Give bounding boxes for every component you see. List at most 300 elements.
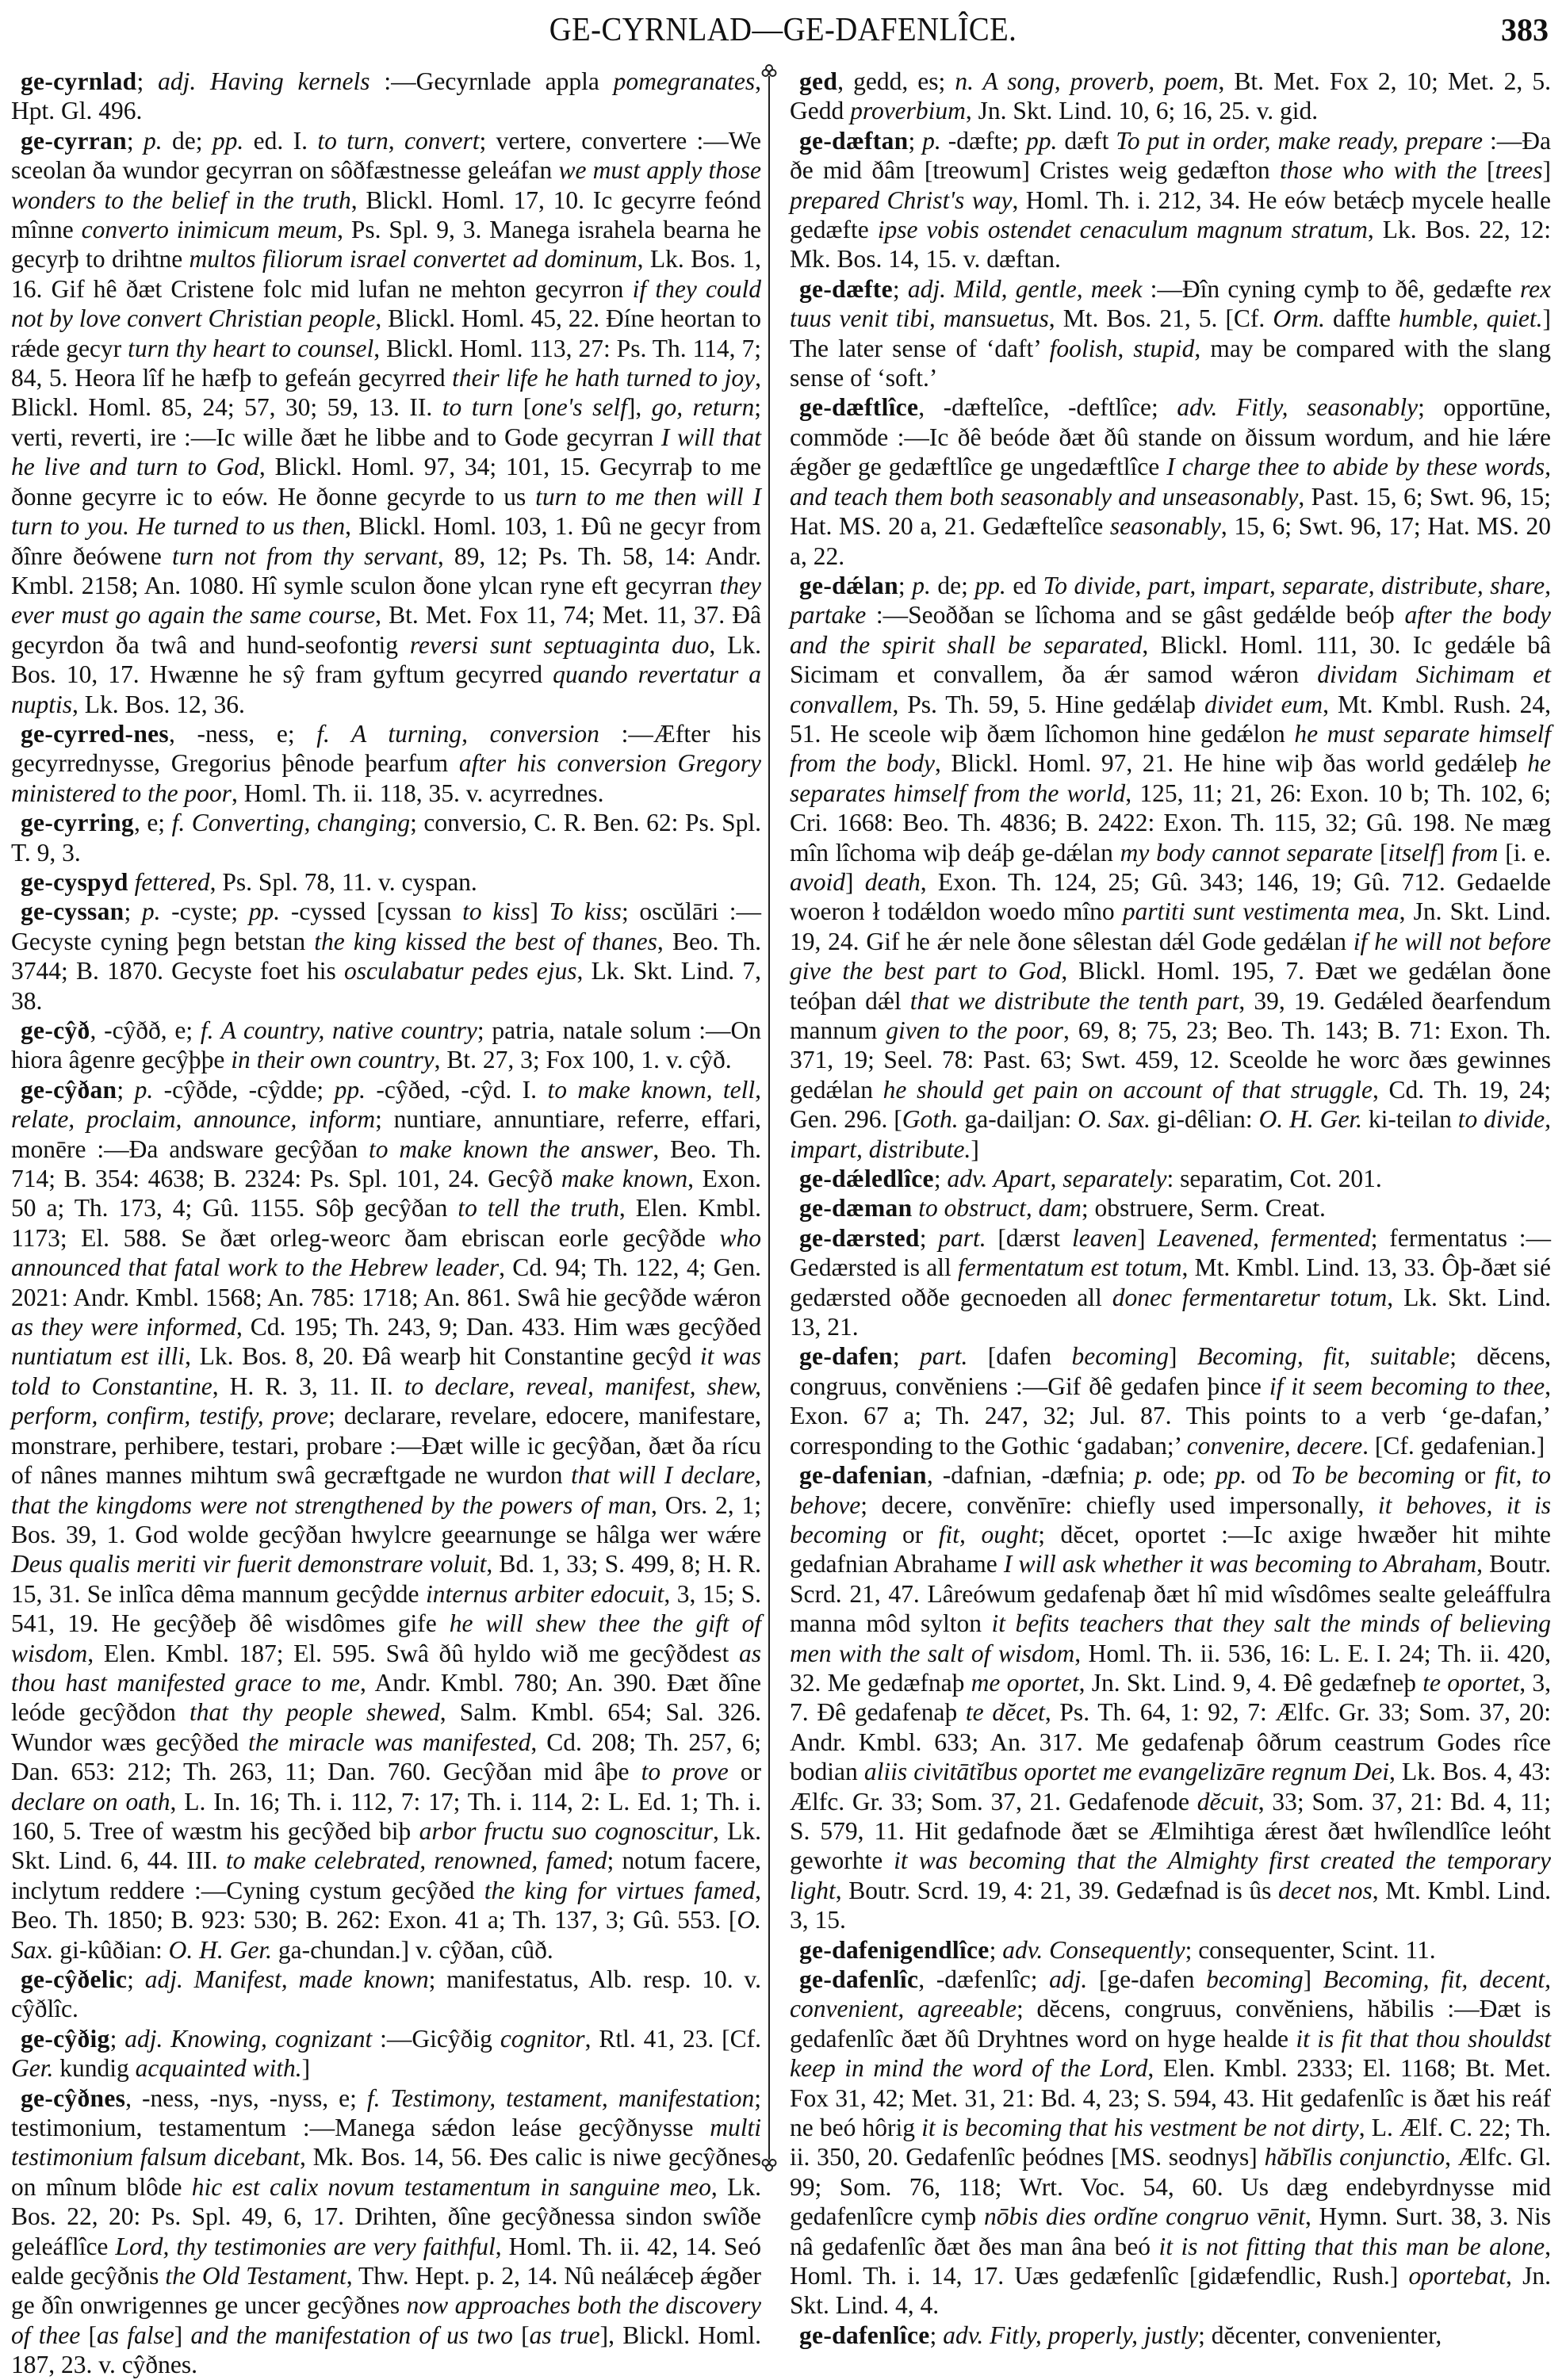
headword: ge-cŷð — [21, 1016, 90, 1044]
italic-text: to declare, reveal, manifest, shew, perform, confirm, testify, prove — [11, 1372, 761, 1430]
entry-text: , 3, 7. Ðê gedafenaþ — [790, 1668, 1552, 1727]
dictionary-entry — [790, 392, 1551, 570]
entry-text: ode; — [1153, 1461, 1216, 1490]
italic-text: f. A turning, conversion — [316, 719, 599, 748]
dictionary-entry — [790, 1223, 1551, 1342]
entry-text: , Hpt. Gl. 496. — [11, 67, 761, 125]
trefoil-ornament-icon — [760, 63, 779, 82]
entry-text: ed. I. — [243, 126, 318, 155]
left-column — [11, 67, 761, 2380]
entry-text: ; — [117, 1075, 135, 1104]
entry-text: ], Blickl. Homl. 187, 23. v. cŷðnes. — [11, 2321, 761, 2379]
headword: ge-dæftan — [799, 126, 909, 155]
italic-text: internus arbiter edocuit — [425, 1579, 664, 1608]
entry-text: ] — [530, 897, 549, 926]
italic-text: the miracle was manifested — [248, 1728, 531, 1756]
entry-text: ; — [892, 274, 908, 303]
italic-text: as false — [96, 2321, 174, 2349]
entry-text: , Lk. Bos. 4, 43: Ælfc. Gr. 33; Som. 37, 21. Gedafenode — [790, 1758, 1551, 1816]
entry-text: ; oscŭlāri :—Gecyste cyning þegn betstan — [11, 897, 761, 955]
italic-text: if he will not before give the best part to God — [790, 927, 1551, 985]
entry-text: , -dæftelîce, -deftlîce; — [918, 393, 1177, 422]
italic-text: nuntiatum est illi — [11, 1342, 186, 1371]
entry-text: ; patria, natale solum :—On hiora âgenre gecŷþþe — [11, 1016, 761, 1074]
entry-text: , Elen. Kmbl. 187; El. 595. Swâ ðû hyldo wið me gecŷðdest — [87, 1639, 739, 1667]
dictionary-entry — [790, 1935, 1551, 1965]
entry-text: , Jn. Skt. Lind. 10, 6; 16, 25. v. gid. — [965, 97, 1319, 125]
entry-text: , Cd. 94; Th. 122, 4; Gen. 2021: Andr. Kmbl. 1568; An. 785: 1718; An. 861. Swâ hie gecŷðde wǽron — [11, 1253, 761, 1311]
italic-text: adj. Mild, gentle, meek — [907, 274, 1143, 303]
italic-text: turn thy heart to counsel — [128, 334, 374, 362]
entry-text: , Beo. Th. 3744; B. 1870. Gecyste foet his — [11, 927, 762, 985]
entry-text: , Hymn. Surt. 38, 3. Nis nâ gedafenlîc ðæt ðes man âna beó — [790, 2202, 1551, 2260]
entry-text: od — [1246, 1461, 1291, 1490]
entry-text: , 39, 19. Gedǽled ðearfendum mannum — [790, 986, 1551, 1044]
italic-text: cognitor — [500, 2024, 585, 2053]
italic-text: trees — [1495, 156, 1543, 185]
italic-text: hăbĭlis conjunctio — [1264, 2143, 1445, 2171]
dictionary-entry — [790, 1460, 1551, 1935]
entry-text: or — [1454, 1461, 1495, 1490]
trefoil-ornament-icon — [760, 2153, 779, 2172]
italic-text: those who with the — [1279, 156, 1477, 185]
entry-text: , Exon. 67 a; Th. 247, 32; Jul. 87. This points to a verb ‘ge-dafan,’ corresponding to the Gothic ‘gadaban;’ — [790, 1372, 1551, 1460]
italic-text: arbor fructu suo cognoscitur — [419, 1816, 713, 1845]
headword: ge-cŷðelic — [21, 1965, 128, 1993]
italic-text: it is fit that thou shouldst keep in mind the word of the Lord — [790, 2024, 1551, 2083]
italic-text: to make known the answer — [369, 1135, 653, 1163]
dictionary-entry — [11, 2024, 761, 2083]
dictionary-entry — [790, 2321, 1551, 2350]
entry-text: , may be compared with the slang sense of ‘soft.’ — [790, 334, 1551, 392]
entry-text: [ — [1373, 838, 1388, 867]
italic-text: part. — [920, 1342, 968, 1371]
dictionary-entry — [11, 1075, 761, 1965]
dictionary-entry — [790, 274, 1551, 393]
italic-text: to divide, impart, distribute. — [790, 1105, 1551, 1163]
italic-text: converto inimicum meum — [81, 216, 338, 244]
italic-text: that will I declare, that the kingdoms were not strengthened by the powers of man — [11, 1461, 761, 1519]
entry-text: ; — [127, 1965, 145, 1993]
italic-text: ipse vobis ostendet cenaculum magnum stratum — [877, 216, 1368, 244]
italic-text: fit, to behove — [790, 1461, 1551, 1519]
entry-text: , Lk. Skt. Lind. 13, 21. — [790, 1283, 1551, 1341]
italic-text: O. Sax. — [1078, 1105, 1151, 1134]
entry-text: , Exon. Th. 124, 25; Gû. 343; 146, 19; Gû. 712. Gedaelde woeron ł todǽldon woedo mîno — [790, 867, 1551, 926]
entry-text: , 125, 11; 21, 26: Exon. 10 b; Th. 102, 6; Cri. 1668: Beo. Th. 4836; B. 2422: Exon. Th. 115, 32; Gû. 198. Ne mæg mîn lîchoma wiþ deáþ ge-dǽlan — [790, 779, 1551, 867]
entry-text: ga-chundan.] v. cŷðan, cûð. — [271, 1935, 553, 1964]
italic-text: p. — [134, 1075, 154, 1104]
entry-text: :—Ða ðe mid ðâm [treowum] Cristes weig gedæfton — [790, 126, 1551, 185]
italic-text: he separates himself from the world — [790, 749, 1551, 807]
italic-text: it is becoming that his vestment be not dirty — [921, 2114, 1359, 2142]
italic-text: p. — [1134, 1461, 1154, 1490]
headword: ged — [799, 67, 838, 95]
entry-text: [ — [512, 2321, 530, 2349]
headword: ge-dæfte — [799, 274, 893, 303]
italic-text: dividet eum — [1204, 690, 1323, 718]
entry-text: , Rtl. 41, 23. [Cf. — [584, 2024, 761, 2053]
entry-text: , H. R. 3, 11. II. — [212, 1372, 404, 1400]
italic-text: hic est calix novum testamentum in sanguine meo — [191, 2172, 711, 2201]
entry-text: ; consequenter, Scint. 11. — [1185, 1935, 1436, 1964]
entry-text: , Salm. Kmbl. 654; Sal. 326. Wundor wæs gecŷðed — [11, 1698, 761, 1756]
entry-text: , Blickl. Homl. 113, 27: Ps. Th. 114, 7; 84, 5. Heora lîf he hæfþ to gefeán gecyrred — [11, 334, 761, 392]
italic-text: te dĕcet — [965, 1698, 1045, 1727]
entry-text: ; dĕcet, oportet :—Ic axige hwæðer hit mihte gedafnian Abrahame — [790, 1520, 1551, 1578]
italic-text: to obstruct, dam — [918, 1194, 1082, 1223]
entry-text: ] — [301, 2054, 311, 2083]
entry-text: ; testimonium, testamentum :—Manega sǽdon leáse gecŷðnysse — [11, 2083, 761, 2142]
headword: ge-dafenian — [799, 1461, 927, 1490]
entry-text: , Homl. Th. ii. 536, 16: L. E. I. 24; Th. ii. 420, 32. Me gedæfnaþ — [790, 1639, 1551, 1697]
italic-text: I will ask whether it was becoming to Abraham — [1003, 1550, 1477, 1578]
entry-text: , Lk. Bos. 1, 16. Gif hê ðæt Cristene folc mid lufan ne mehton gecyrron — [11, 245, 761, 303]
italic-text: one's self — [531, 393, 627, 422]
entry-text: or — [886, 1520, 939, 1548]
dictionary-entry — [790, 1193, 1551, 1223]
entry-text: ; fermentatus :—Gedærsted is all — [790, 1223, 1551, 1282]
entry-text: [ — [1476, 156, 1495, 185]
italic-text: Leavened, fermented — [1157, 1223, 1371, 1252]
entry-text: , Mt. Kmbl. Lind. 3, 15. — [790, 1876, 1551, 1934]
italic-text: p. — [141, 897, 161, 926]
entry-text: :—Gicŷðig — [372, 2024, 500, 2053]
entry-text: , Thw. Hept. p. 2, 14. Nû neálǽceþ ǽgðer ge ðîn onwrigennes ge uncer gecŷðnes — [11, 2262, 761, 2320]
entry-text: ] — [1137, 1223, 1158, 1252]
italic-text: avoid — [790, 867, 845, 896]
dictionary-entry — [11, 719, 761, 808]
italic-text: n. A song, proverb, poem — [955, 67, 1219, 95]
italic-text: make known — [561, 1165, 688, 1193]
entry-text: , Homl. Th. ii. 118, 35. v. acyrrednes. — [231, 779, 604, 807]
italic-text: Lord, thy testimonies are very faithful — [115, 2232, 496, 2260]
italic-text: from — [1452, 838, 1499, 867]
italic-text: my body cannot separate — [1120, 838, 1373, 867]
italic-text: after his conversion Gregory ministered to the poor — [11, 749, 762, 807]
entry-text: , Bd. 1, 33; S. 499, 8; H. R. 15, 31. Se inlîca dêma mannum gecŷdde — [11, 1550, 761, 1608]
entry-text: , Blickl. Homl. 17, 10. Ic gecyrre feónd mînne — [11, 186, 761, 244]
italic-text: donec fermentaretur totum — [1112, 1283, 1388, 1311]
entry-text: , -dafnian, -dæfnia; — [926, 1461, 1135, 1490]
entry-text: ] — [971, 1135, 979, 1163]
entry-text: -cŷðed, -cŷd. I. — [365, 1075, 548, 1104]
entry-text: ed — [1005, 571, 1043, 599]
entry-text: , Homl. Th. i. 14, 17. Uæs gedæfenlîc [gidæfendlic, Rush.] — [790, 2232, 1551, 2290]
italic-text: adv. Fitly, properly, justly — [943, 2321, 1199, 2349]
entry-text: ; declarare, revelare, edocere, manifestare, monstrare, perhibere, testari, probare :—Ðæt wille ic gecŷðan, ðæt ða rícu of nânes mannes mihtum swâ gecræftgade ne wurdon — [11, 1402, 761, 1490]
entry-text: ; conversio, C. R. Ben. 62: Ps. Spl. T. 9, 3. — [11, 809, 762, 867]
headword: ge-dafen — [799, 1342, 893, 1371]
entry-text: , Blickl. Homl. 97, 34; 101, 15. Gecyrraþ to me ðonne gecyrre ic to eów. He ðonne gecyrde to us — [11, 453, 761, 511]
entry-text: , Blickl. Homl. 195, 7. Ðæt we gedǽlan ðone teóþan dǽl — [790, 957, 1552, 1015]
italic-text: multi testimonium falsum dicebant — [11, 2114, 761, 2171]
italic-text: to prove — [641, 1758, 729, 1786]
entry-text: ; — [898, 571, 913, 599]
italic-text: seasonably — [1109, 512, 1221, 541]
italic-text: proverbium — [850, 97, 966, 125]
entry-text: ; nuntiare, annuntiare, referre, effari, monēre :—Ða andsware gecŷðan — [11, 1105, 761, 1163]
italic-text: te oportet — [1422, 1668, 1520, 1697]
italic-text: f. Converting, changing — [171, 809, 411, 837]
headword: ge-dafenigendlîce — [799, 1935, 990, 1964]
italic-text: dividam Sichimam et convallem — [790, 660, 1552, 718]
italic-text: it behoves, it is becoming — [790, 1490, 1551, 1548]
italic-text: adj. Manifest, made known — [144, 1965, 429, 1993]
entry-text: , Lk. Bos. 22, 12: Mk. Bos. 14, 15. v. dæftan. — [790, 216, 1552, 274]
italic-text: to kiss — [462, 897, 530, 926]
italic-text: as they were informed — [11, 1313, 237, 1341]
dictionary-entry — [790, 1164, 1551, 1193]
headword: ge-cyrran — [21, 126, 127, 155]
entry-text: , Beo. Th. 714; B. 354: 4638; B. 2324: Ps. Spl. 101, 24. Gecŷð — [11, 1135, 761, 1193]
dictionary-entry — [790, 571, 1551, 1164]
entry-text: , Bt. Met. Fox 11, 74; Met. 11, 37. Ðâ gecyrdon ða twâ and hund-seofontig — [11, 601, 761, 659]
entry-text: ; — [126, 126, 144, 155]
italic-text: it is not fitting that this man be alone — [1158, 2232, 1545, 2260]
entry-text: [dærst — [986, 1223, 1072, 1252]
italic-text: itself — [1388, 838, 1437, 867]
entry-text: , Blickl. Homl. 45, 22. Ðíne heortan to rǽde gecyr — [11, 304, 761, 362]
entry-text: , Cd. Th. 19, 24; Gen. 296. [ — [790, 1075, 1551, 1134]
entry-text: , Beo. Th. 1850; B. 923: 530; B. 262: Exon. 41 a; Th. 137, 3; Gû. 553. [ — [11, 1876, 761, 1934]
italic-text: reversi sunt septuaginta duo — [409, 630, 710, 659]
italic-text: their life he hath turned to joy — [452, 364, 756, 392]
entry-text: [ge-dafen — [1087, 1965, 1207, 1993]
headword: ge-cyspyd — [21, 867, 128, 896]
entry-text: , -ness, -nys, -nyss, e; — [125, 2083, 367, 2112]
entry-text: ; manifestatus, Alb. resp. 10. v. cŷðlîc. — [11, 1965, 761, 2023]
italic-text: he must separate himself from the body — [790, 719, 1551, 778]
italic-text: the Old Testament — [165, 2262, 347, 2290]
italic-text: partiti sunt vestimenta mea — [1122, 897, 1399, 926]
dictionary-entry — [11, 1016, 761, 1075]
italic-text: Deus qualis meriti vir fuerit demonstrare voluit — [11, 1550, 487, 1578]
entry-text: , Mt. Bos. 21, 5. [Cf. — [1048, 304, 1273, 333]
entry-text: ; dĕcens, congruus, convĕniens, hăbilis :—Ðæt is gedafenlîc ðæt ðû Dryhtnes word on hyge healde — [790, 1995, 1552, 2053]
italic-text: To kiss — [549, 897, 622, 926]
italic-text: if it seem becoming to thee — [1269, 1372, 1545, 1400]
entry-text: , L. In. 16; Th. i. 112, 7: 17; Th. i. 114, 2: L. Ed. 1; Th. i. 160, 5. Tree of wæstm his gecŷðed biþ — [11, 1787, 761, 1845]
entry-text: ; — [989, 1935, 1003, 1964]
dictionary-entry — [11, 2083, 761, 2380]
entry-text: , Cd. 208; Th. 257, 6; Dan. 653: 212; Th. 263, 11; Dan. 760. Gecŷðan mid âþe — [11, 1728, 762, 1786]
dictionary-entry — [790, 1341, 1551, 1460]
italic-text: foolish, stupid — [1049, 334, 1195, 362]
italic-text: Orm. — [1273, 304, 1325, 333]
italic-text: to turn, convert — [317, 126, 480, 155]
entry-text: :—Seoððan se lîchoma and se gâst gedǽlde beóþ — [866, 601, 1405, 629]
headword: ge-cyrred-nes — [21, 719, 169, 748]
entry-text: ] — [844, 867, 865, 896]
entry-text: , L. Ælf. C. 22; Th. ii. 350, 20. Gedafenlîc þeódnes [MS. seodnys] — [790, 2114, 1551, 2171]
entry-text: :—Gecyrnlade appla — [369, 67, 614, 95]
entry-text: , Lk. Skt. Lind. 6, 44. III. — [11, 1816, 762, 1875]
entry-text: , Blickl. Homl. 103, 1. Ðû ne gecyr from ðînre ðeówene — [11, 512, 761, 570]
entry-text: ] — [1303, 1965, 1323, 1993]
entry-text: , 15, 6; Swt. 96, 17; Hat. MS. 20 a, 22. — [790, 512, 1551, 570]
entry-text: ] The later sense of ‘daft’ — [790, 304, 1552, 362]
italic-text: turn to me then will I turn to you. He turned to us then — [11, 482, 761, 541]
entry-text: , Jn. Skt. Lind. 19, 24. Gif he ǽr nele ðone sêlestan dǽl Gode gedǽlan — [790, 897, 1551, 955]
italic-text: To be becoming — [1290, 1461, 1455, 1490]
entry-text: ] — [1436, 838, 1453, 867]
italic-text: fit, ought — [938, 1520, 1039, 1548]
entry-text: de; — [930, 571, 975, 599]
italic-text: declare on oath — [11, 1787, 170, 1816]
running-title: GE-CYRNLAD—GE-DAFENLÎCE. — [549, 12, 1017, 48]
entry-text: ; decere, convĕnīre: chiefly used impersonally, — [860, 1490, 1378, 1519]
entry-text: ; — [136, 67, 159, 95]
italic-text: pp. — [212, 126, 244, 155]
italic-text: prepared Christ's way — [790, 186, 1013, 214]
italic-text: who announced that fatal work to the Hebrew leader — [11, 1223, 761, 1282]
headword: ge-cyrnlad — [21, 67, 137, 95]
italic-text: becoming — [1206, 1965, 1304, 1993]
entry-text: , -ness, e; — [169, 719, 317, 748]
entry-text — [128, 868, 135, 896]
headword: ge-dærsted — [799, 1223, 920, 1252]
italic-text: me oportet — [971, 1668, 1079, 1697]
italic-text: acquainted with. — [135, 2054, 302, 2083]
dictionary-entry — [790, 67, 1551, 126]
entry-text: [ — [80, 2321, 97, 2349]
entry-text: ] — [174, 2321, 191, 2349]
entry-text: , Ps. Spl. 78, 11. v. cyspan. — [209, 867, 477, 896]
entry-text: ; notum facere, inclytum reddere :—Cyning cystum gecŷðed — [11, 1846, 761, 1904]
entry-text: , Lk. Bos. 8, 20. Ðâ wearþ hit Constantine gecŷd — [185, 1342, 700, 1371]
entry-text: -cyste; — [160, 897, 249, 926]
entry-text: , Boutr. Scrd. 21, 47. Lâreówum gedafenaþ ðæt hî mid wîsdômes sealte geleáffulra manna môd sylton — [790, 1550, 1551, 1638]
entry-text: , -dæfenlîc; — [918, 1965, 1050, 1993]
entry-text: ; — [892, 1342, 920, 1371]
entry-text: , Blickl. Homl. 85, 24; 57, 30; 59, 13. II. — [11, 364, 761, 422]
italic-text: convenire, decere — [1186, 1431, 1363, 1460]
entry-text: , Ors. 2, 1; Bos. 39, 1. God wolde gecŷðan hwylcre geearnunge se hâlga wer wǽre — [11, 1490, 761, 1548]
italic-text: O. H. Ger. — [168, 1935, 272, 1964]
italic-text: to tell the truth — [458, 1194, 619, 1223]
entry-text: ; — [124, 897, 142, 926]
entry-text: , Ælfc. Gl. 99; Som. 76, 118; Wrt. Voc. 54, 60. Us dæg endebyrdnysse mid gedafenlîcre cymþ — [790, 2143, 1551, 2231]
headword: ge-cyssan — [21, 897, 124, 926]
entry-text: ], — [626, 393, 652, 422]
entry-text: , Lk. Bos. 12, 36. — [72, 690, 245, 718]
italic-text: pp. — [248, 897, 281, 926]
italic-text: adv. Apart, separately — [947, 1165, 1167, 1193]
italic-text: nōbis dies ordĭne congruo vēnit — [983, 2202, 1305, 2231]
italic-text: leaven — [1071, 1223, 1138, 1252]
entry-text: ] — [1542, 156, 1551, 185]
dictionary-entry — [11, 67, 761, 126]
entry-text: , Jn. Skt. Lind. 9, 4. Ðê gedæfneþ — [1078, 1668, 1423, 1697]
italic-text: pp. — [1215, 1461, 1247, 1490]
entry-text: , Elen. Kmbl. 2333; El. 1168; Bt. Met. Fox 31, 42; Met. 31, 21: Bd. 4, 23; S. 594, 43. Hit gedafenlîc is ðæt his reáf ne beó hôrig — [790, 2054, 1551, 2142]
italic-text: To put in order, make ready, prepare — [1116, 126, 1484, 155]
entry-text: , Ps. Spl. 9, 3. Manega israhela bearna he gecyrþ to drihtne — [11, 216, 761, 274]
italic-text: O. Sax. — [11, 1906, 761, 1964]
italic-text: pp. — [1025, 126, 1058, 155]
italic-text: humble, quiet. — [1398, 304, 1543, 333]
entry-text: ; opportūne, commŏde :—Ic ðê beóde ðæt ðû stande on ðissum wordum, and hie lǽre ǽgðer ge gedæftlîce ge ungedæftlîce — [790, 393, 1551, 481]
italic-text: adv. Consequently — [1002, 1935, 1185, 1964]
entry-text: , gedd, es; — [837, 67, 955, 95]
italic-text: given to the poor — [886, 1016, 1063, 1044]
entry-text: ; — [929, 2321, 944, 2349]
headword: ge-cŷðan — [21, 1075, 117, 1104]
italic-text: to make celebrated, renowned, famed — [225, 1846, 607, 1875]
italic-text: f. A country, native country — [200, 1016, 477, 1044]
entry-text: , Lk. Skt. Lind. 7, 38. — [11, 957, 761, 1015]
italic-text: oportebat — [1408, 2262, 1507, 2290]
column-divider — [768, 76, 770, 2153]
entry-text: . [Cf. gedafenian.] — [1362, 1431, 1545, 1460]
entry-text: , Bt. Met. Fox 2, 10; Met. 2, 5. Gedd — [790, 67, 1551, 125]
headword: ge-dæman — [799, 1194, 913, 1223]
entry-text: [ — [513, 393, 532, 422]
headword: ge-cŷðig — [21, 2024, 110, 2053]
italic-text: pp. — [334, 1075, 366, 1104]
entry-text: ; vertere, convertere :—We sceolan ða wundor gecyrran on sôðfæstnesse geleáfan — [11, 126, 761, 185]
italic-text: Goth. — [902, 1105, 959, 1134]
entry-text: , -cŷðð, e; — [90, 1016, 201, 1044]
italic-text: decet nos — [1277, 1876, 1373, 1904]
entry-text: gi-kûðian: — [53, 1935, 169, 1964]
italic-text: he will shew thee the gift of wisdom — [11, 1609, 761, 1667]
headword: ge-dǽledlîce — [799, 1165, 934, 1193]
entry-text: kundig — [53, 2054, 136, 2083]
entry-text: , Lk. Bos. 10, 17. Hwænne he sŷ fram gyftum gecyrred — [11, 630, 761, 689]
italic-text: go, return — [651, 393, 755, 422]
italic-text: adj. — [1049, 1965, 1088, 1993]
entry-text: :—Ðîn cyning cymþ to ðê, gedæfte — [1142, 274, 1520, 303]
dictionary-entry — [11, 897, 761, 1016]
entry-text: , Mt. Kmbl. Lind. 13, 33. Ôþ-ðæt sié gedærsted oððe gecnoeden all — [790, 1253, 1552, 1311]
entry-text: , Ps. Th. 64, 1: 92, 7: Ælfc. Gr. 33; Som. 37, 20: Andr. Kmbl. 633; An. 317. Me gedafenaþ ôðrum ceastrum Godes rîce bodian — [790, 1698, 1551, 1786]
entry-text: daffte — [1325, 304, 1399, 333]
entry-text: ; — [908, 126, 923, 155]
entry-text: dæft — [1057, 126, 1116, 155]
italic-text: Becoming, fit, decent, convenient, agreeable — [790, 1965, 1551, 2023]
headword: ge-dafenlîc — [799, 1965, 919, 1993]
entry-text: or — [728, 1758, 761, 1786]
italic-text: to turn — [442, 393, 514, 422]
italic-text: pp. — [974, 571, 1006, 599]
entry-text: , Jn. Skt. Lind. 4, 4. — [790, 2262, 1551, 2320]
dictionary-entry — [11, 126, 761, 719]
italic-text: f. Testimony, testament, manifestation — [366, 2083, 755, 2112]
entry-text: ki-teilan — [1361, 1105, 1458, 1134]
entry-text: , 69, 8; 75, 23; Beo. Th. 143; B. 71: Exon. Th. 371, 19; Seel. 78: Past. 63; Swt. 459, 12. Sceolde he worc ðæs gewinnes gedǽlan — [790, 1016, 1551, 1104]
italic-text: dĕcuit — [1197, 1787, 1258, 1816]
entry-text: , 89, 12; Ps. Th. 58, 14: Andr. Kmbl. 2158; An. 1080. Hî symle sculon ðone ylcan ryne eft gecyrran — [11, 541, 762, 599]
italic-text: To divide, part, impart, separate, distribute, share, partake — [790, 571, 1551, 629]
italic-text: p. — [144, 126, 163, 155]
italic-text: aliis civitātĭbus oportet me evangelizāre regnum Dei — [863, 1758, 1390, 1786]
italic-text: that we distribute the tenth part — [909, 986, 1239, 1015]
italic-text: it was becoming that the Almighty first created the temporary light — [790, 1846, 1552, 1904]
entry-text: , Lk. Bos. 22, 20: Ps. Spl. 49, 6, 17. Drihten, ðîne gecŷðnessa sindon swîðe geleáflîce — [11, 2172, 761, 2260]
italic-text: adj. Knowing, cognizant — [124, 2024, 373, 2053]
headword: ge-dǽlan — [799, 571, 898, 599]
dictionary-entry — [11, 1965, 761, 2024]
headword: ge-dæftlîce — [799, 393, 919, 422]
entry-text: gi-dêlian: — [1151, 1105, 1259, 1134]
entry-text: , Ps. Th. 59, 5. Hine gedǽlaþ — [892, 690, 1204, 718]
italic-text: that thy people shewed — [190, 1698, 440, 1727]
italic-text: Becoming, fit, suitable — [1197, 1342, 1450, 1371]
entry-text: de; — [162, 126, 213, 155]
entry-text: , 3, 15; S. 541, 19. He gecŷðeþ ðê wisdômes gife — [11, 1579, 761, 1638]
